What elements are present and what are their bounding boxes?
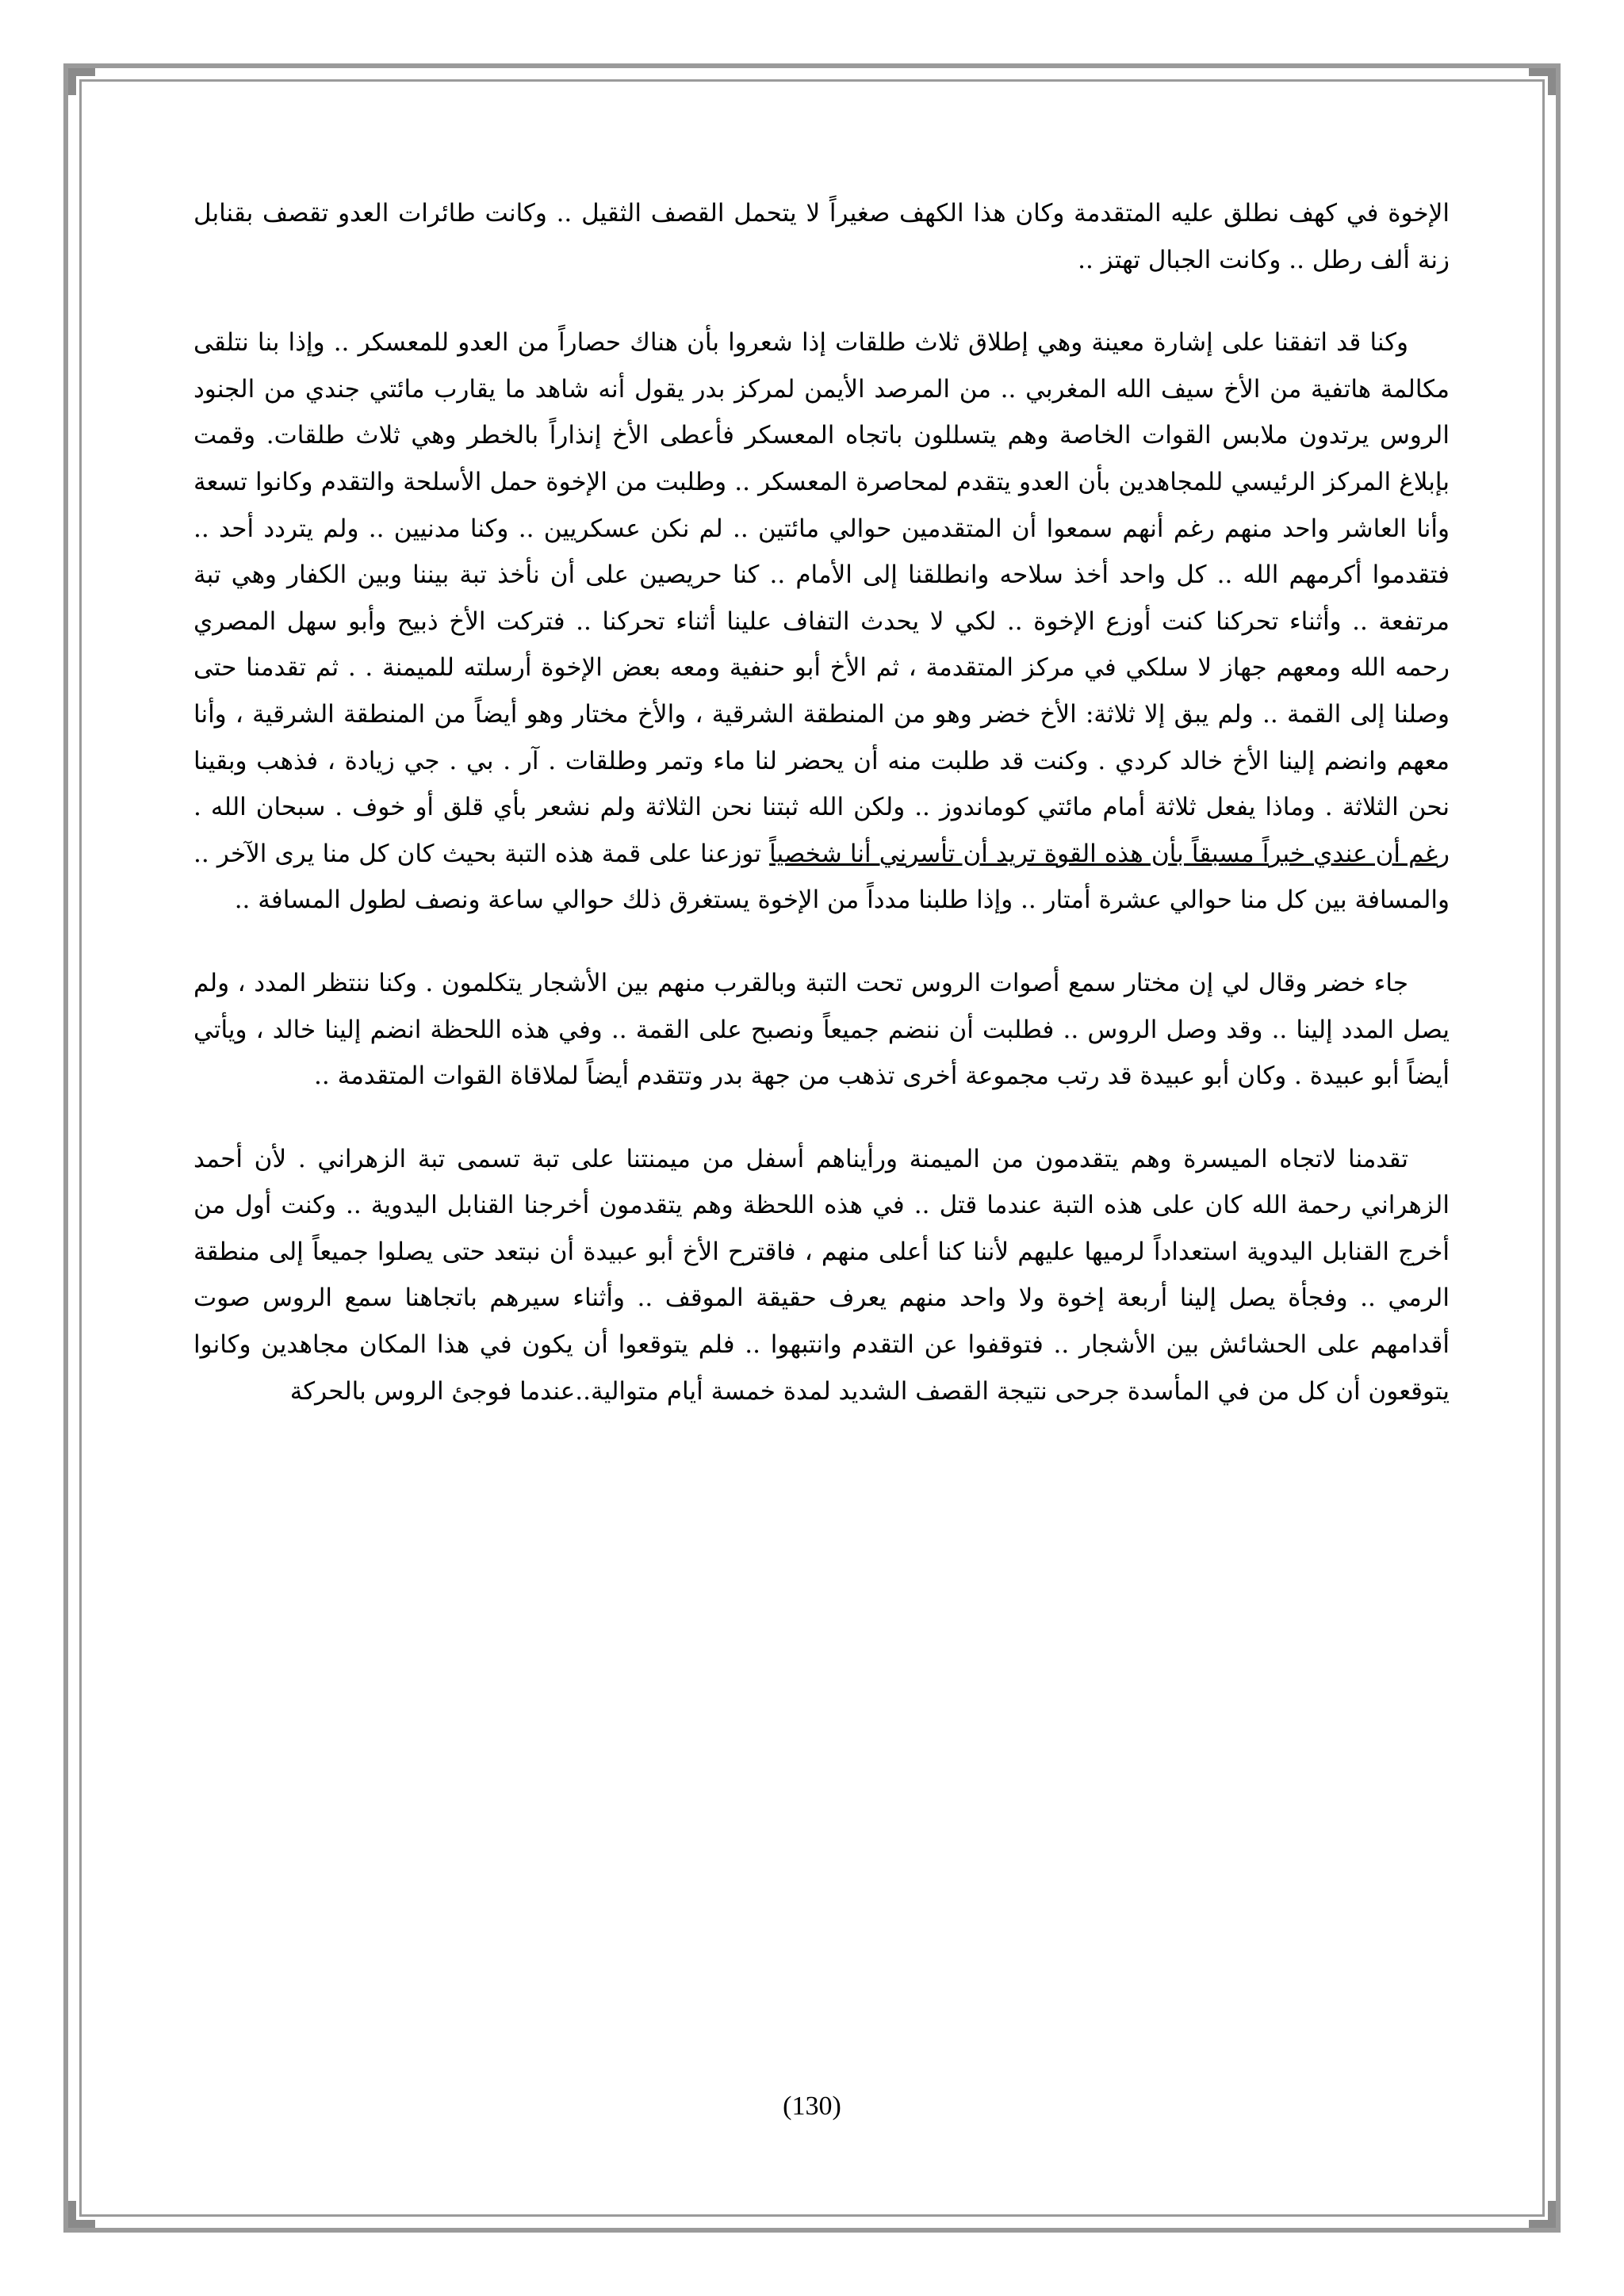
paragraph: تقدمنا لاتجاه الميسرة وهم يتقدمون من الميمنة ورأيناهم أسفل من ميمنتنا على تبة تسمى تبة الزهراني . لأن أحمد الزهراني رحمة الله كان على هذه التبة عندما قتل .. في هذه اللحظة وهم يتقدمون أخرجنا القنابل اليدوية .. وكنت أول من أخرج القنابل اليدوية استعداداً لرميها عليهم لأننا كنا أعلى منهم ، فاقترح الأخ أبو عبيدة أن نبتعد حتى يصلوا جميعاً إلى منطقة الرمي .. وفجأة يصل إلينا أربعة إخوة ولا واحد منهم يعرف حقيقة الموقف .. وأثناء سيرهم باتجاهنا سمع الروس صوت أقدامهم على الحشائش بين الأشجار .. فتوقفوا عن التقدم وانتبهوا .. فلم يتوقعوا أن يكون في هذا المكان مجاهدين وكانوا يتوقعون أن كل من في المأسدة جرحى نتيجة القصف الشديد لمدة خمسة أيام متوالية..عندما فوجئ الروس بالحركة — [193, 1144, 1450, 1406]
page-number: (130) — [783, 2091, 841, 2121]
frame-corner-ornament — [68, 2201, 95, 2228]
page-body-text — [193, 190, 1450, 1451]
frame-corner-ornament — [1529, 68, 1556, 95]
paragraph — [193, 320, 1450, 924]
paragraph: جاء خضر وقال لي إن مختار سمع أصوات الروس تحت التبة وبالقرب منهم بين الأشجار يتكلمون . وكنا ننتظر المدد ، ولم يصل المدد إلينا .. وقد وصل الروس .. فطلبت أن ننضم جميعاً ونصبح على القمة .. وفي هذه اللحظة انضم إلينا خالد ، ويأتي أيضاً أبو عبيدة . وكان أبو عبيدة قد رتب مجموعة أخرى تذهب من جهة بدر وتتقدم أيضاً لملاقاة القوات المتقدمة .. — [193, 968, 1450, 1091]
paragraph-text: وكنا قد اتفقنا على إشارة معينة وهي إطلاق ثلاث طلقات إذا شعروا بأن هناك حصاراً من العدو للمعسكر .. وإذا بنا نتلقى مكالمة هاتفية من الأخ سيف الله المغربي .. من المرصد الأيمن لمركز بدر يقول أنه شاهد ما يقارب مائتي جندي من الجنود الروس يرتدون ملابس القوات الخاصة وهم يتسللون باتجاه المعسكر فأعطى الأخ إنذاراً بالخطر وهي ثلاث طلقات. وقمت بإبلاغ المركز الرئيسي للمجاهدين بأن العدو يتقدم لمحاصرة المعسكر .. وطلبت من الإخوة حمل الأسلحة والتقدم وكانوا تسعة وأنا العاشر واحد منهم رغم أنهم سمعوا أن المتقدمين حوالي مائتين .. لم نكن عسكريين .. وكنا مدنيين .. ولم يتردد أحد .. فتقدموا أكرمهم الله .. كل واحد أخذ سلاحه وانطلقنا إلى الأمام .. كنا حريصين على أن نأخذ تبة بيننا وبين الكفار وهي تبة مرتفعة .. وأثناء تحركنا كنت أوزع الإخوة .. لكي لا يحدث التفاف علينا أثناء تحركنا .. فتركت الأخ ذبيح وأبو سهل المصري رحمه الله ومعهم جهاز لا سلكي في مركز المتقدمة ، ثم الأخ أبو حنفية ومعه بعض الإخوة أرسلته للميمنة . . ثم تقدمنا حتى وصلنا إلى القمة .. ولم يبق إلا ثلاثة: الأخ خضر وهو من المنطقة الشرقية ، والأخ مختار وهو أيضاً من المنطقة الشرقية ، وأنا معهم وانضم إلينا الأخ خالد كردي . وكنت قد طلبت منه أن يحضر لنا ماء وتمر وطلقات . آر . بي . جي زيادة ، فذهب وبقينا نحن الثلاثة . وماذا يفعل ثلاثة أمام مائتي كوماندوز .. ولكن الله ثبتنا نحن الثلاثة ولم نشعر بأي قلق أو خوف . سبحان الله . — [193, 328, 1450, 822]
frame-corner-ornament — [68, 68, 95, 95]
frame-corner-ornament — [1529, 2201, 1556, 2228]
underlined-phrase: رغم أن عندي خبراً مسبقاً بأن هذه القوة تريد أن تأسرني أنا شخصياً — [769, 839, 1450, 868]
paragraph: الإخوة في كهف نطلق عليه المتقدمة وكان هذا الكهف صغيراً لا يتحمل القصف الثقيل .. وكانت طائرات العدو تقصف بقنابل زنة ألف رطل .. وكانت الجبال تهتز .. — [193, 199, 1450, 274]
paragraph-text-continued: توزعنا على قمة هذه التبة بحيث كان كل منا يرى الآخر .. والمسافة بين كل منا حوالي عشرة أمتار .. وإذا طلبنا مدداً من الإخوة يستغرق ذلك حوالي ساعة ونصف لطول المسافة .. — [193, 839, 1450, 915]
